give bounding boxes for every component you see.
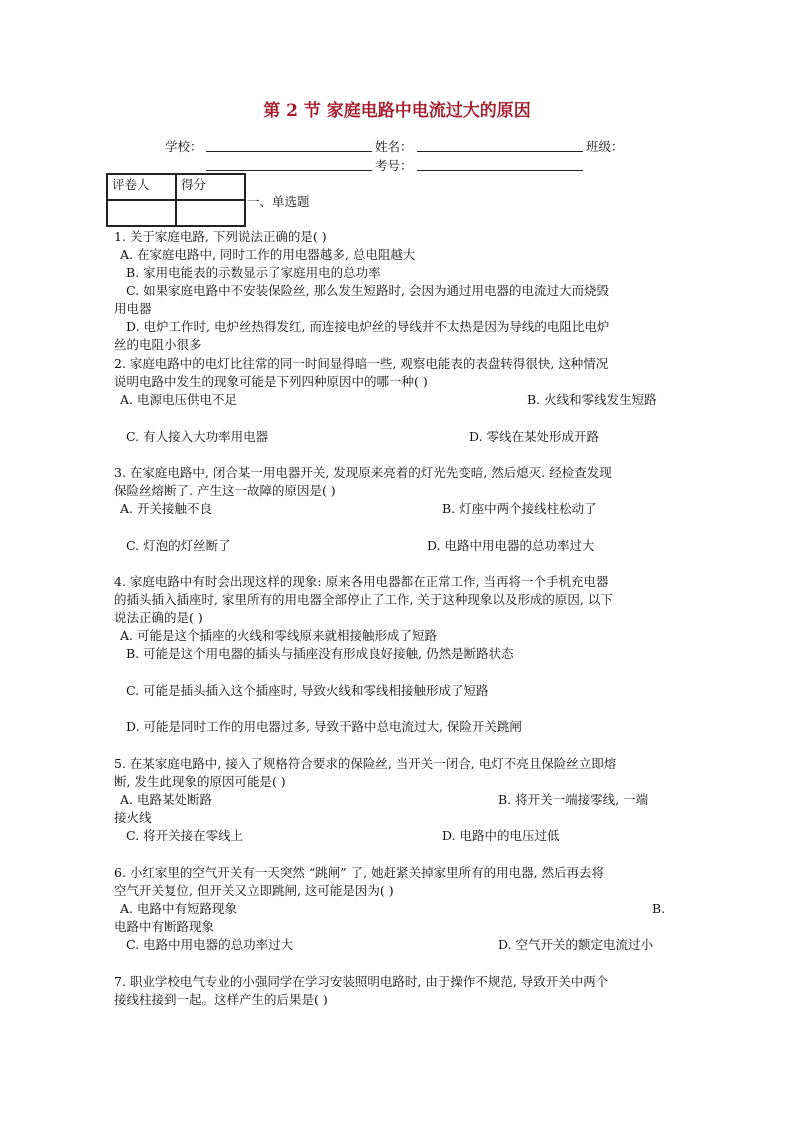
question-1-option-d-cont: 丝的电阻小很多	[114, 337, 202, 352]
exam-no-label: 考号：	[375, 158, 413, 173]
question-3-option-b[interactable]: B. 灯座中两个接线柱松动了	[442, 501, 597, 516]
question-4-option-a[interactable]: A. 可能是这个插座的火线和零线原来就相接触形成了短路	[120, 628, 437, 643]
question-5-option-c[interactable]: C. 将开关接在零线上	[126, 828, 244, 843]
score-cell[interactable]	[176, 200, 245, 226]
question-6-option-b-cont: 电路中有断路现象	[114, 919, 215, 934]
reviewer-cell[interactable]	[107, 200, 176, 226]
class-field[interactable]	[206, 170, 372, 171]
question-6-option-b[interactable]: B.	[652, 901, 666, 916]
question-2-option-b[interactable]: B. 火线和零线发生短路	[527, 392, 657, 407]
school-field[interactable]	[206, 151, 372, 152]
score-header: 得分	[176, 174, 245, 200]
question-5-stem-line-1: 5. 在某家庭电路中, 接入了规格符合要求的保险丝, 当开关一闭合, 电灯不亮且保险丝立即熔	[114, 756, 617, 771]
class-label: 班级：	[586, 139, 624, 154]
question-7-stem-line-2: 接线柱接到一起。这样产生的后果是( )	[114, 992, 328, 1007]
name-label: 姓名：	[375, 139, 413, 154]
question-1-option-c-cont: 用电器	[114, 301, 152, 316]
question-3-option-c[interactable]: C. 灯泡的灯丝断了	[126, 538, 231, 553]
question-5-stem-line-2: 断, 发生此现象的原因可能是( )	[114, 774, 286, 789]
grading-table	[106, 173, 246, 227]
question-4-option-b[interactable]: B. 可能是这个用电器的插头与插座没有形成良好接触, 仍然是断路状态	[126, 646, 514, 661]
question-5-option-b-cont: 接火线	[114, 810, 152, 825]
section-heading: 一、单选题	[247, 194, 310, 209]
question-7-stem-line-1: 7. 职业学校电气专业的小强同学在学习安装照明电路时, 由于操作不规范, 导致开关中两个	[114, 974, 609, 989]
school-label: 学校：	[165, 139, 203, 154]
question-4-stem-line-2: 的插头插入插座时, 家里所有的用电器全部停止了工作, 关于这种现象以及形成的原因, 以下	[114, 592, 613, 607]
question-1-option-c[interactable]: C. 如果家庭电路中不安装保险丝, 那么发生短路时, 会因为通过用电器的电流过大而烧毁	[126, 283, 609, 298]
question-2-option-c[interactable]: C. 有人接入大功率用电器	[126, 429, 269, 444]
question-2-stem-line-1: 2. 家庭电路中的电灯比往常的同一时间显得暗一些, 观察电能表的表盘转得很快, 这种情况	[114, 356, 609, 371]
reviewer-header: 评卷人	[107, 174, 176, 200]
question-6-stem-line-2: 空气开关复位, 但开关又立即跳闸, 这可能是因为( )	[114, 883, 394, 898]
question-6-option-a[interactable]: A. 电路中有短路现象	[120, 901, 237, 916]
question-6-option-d[interactable]: D. 空气开关的额定电流过小	[498, 937, 654, 952]
question-5-option-b[interactable]: B. 将开关一端接零线, 一端	[498, 792, 649, 807]
question-4-stem-line-3: 说法正确的是( )	[114, 610, 203, 625]
question-3-option-a[interactable]: A. 开关接触不良	[120, 501, 212, 516]
question-6-stem-line-1: 6. 小红家里的空气开关有一天突然 “跳闸” 了, 她赶紧关掉家里所有的用电器, 然后再去将	[114, 865, 605, 880]
question-5-option-a[interactable]: A. 电路某处断路	[120, 792, 212, 807]
name-field[interactable]	[417, 151, 583, 152]
question-1-option-d[interactable]: D. 电炉工作时, 电炉丝热得发红, 而连接电炉丝的导线并不太热是因为导线的电阻比电炉	[126, 319, 610, 334]
question-1-option-a[interactable]: A. 在家庭电路中, 同时工作的用电器越多, 总电阻越大	[120, 247, 416, 262]
question-6-option-c[interactable]: C. 电路中用电器的总功率过大	[126, 937, 294, 952]
question-2-option-d[interactable]: D. 零线在某处形成开路	[469, 429, 600, 444]
question-3-stem-line-1: 3. 在家庭电路中, 闭合某一用电器开关, 发现原来亮着的灯光先变暗, 然后熄灭. 经检查发现	[114, 465, 612, 480]
question-4-option-d[interactable]: D. 可能是同时工作的用电器过多, 导致干路中总电流过大, 保险开关跳闸	[126, 719, 522, 734]
question-2-option-a[interactable]: A. 电源电压供电不足	[120, 392, 237, 407]
question-4-option-c[interactable]: C. 可能是插头插入这个插座时, 导致火线和零线相接触形成了短路	[126, 683, 489, 698]
question-2-stem-line-2: 说明电路中发生的现象可能是下列四种原因中的哪一种( )	[114, 374, 428, 389]
question-3-stem-line-2: 保险丝熔断了. 产生这一故障的原因是( )	[114, 483, 336, 498]
page-title: 第 2 节 家庭电路中电流过大的原因	[263, 101, 531, 121]
question-5-option-d[interactable]: D. 电路中的电压过低	[442, 828, 560, 843]
question-1-option-b[interactable]: B. 家用电能表的示数显示了家庭用电的总功率	[126, 265, 381, 280]
question-3-option-d[interactable]: D. 电路中用电器的总功率过大	[427, 538, 595, 553]
exam-no-field[interactable]	[417, 170, 583, 171]
question-1-stem: 1. 关于家庭电路, 下列说法正确的是( )	[114, 229, 327, 244]
question-4-stem-line-1: 4. 家庭电路中有时会出现这样的现象: 原来各用电器都在正常工作, 当再将一个手机充电器	[114, 574, 609, 589]
